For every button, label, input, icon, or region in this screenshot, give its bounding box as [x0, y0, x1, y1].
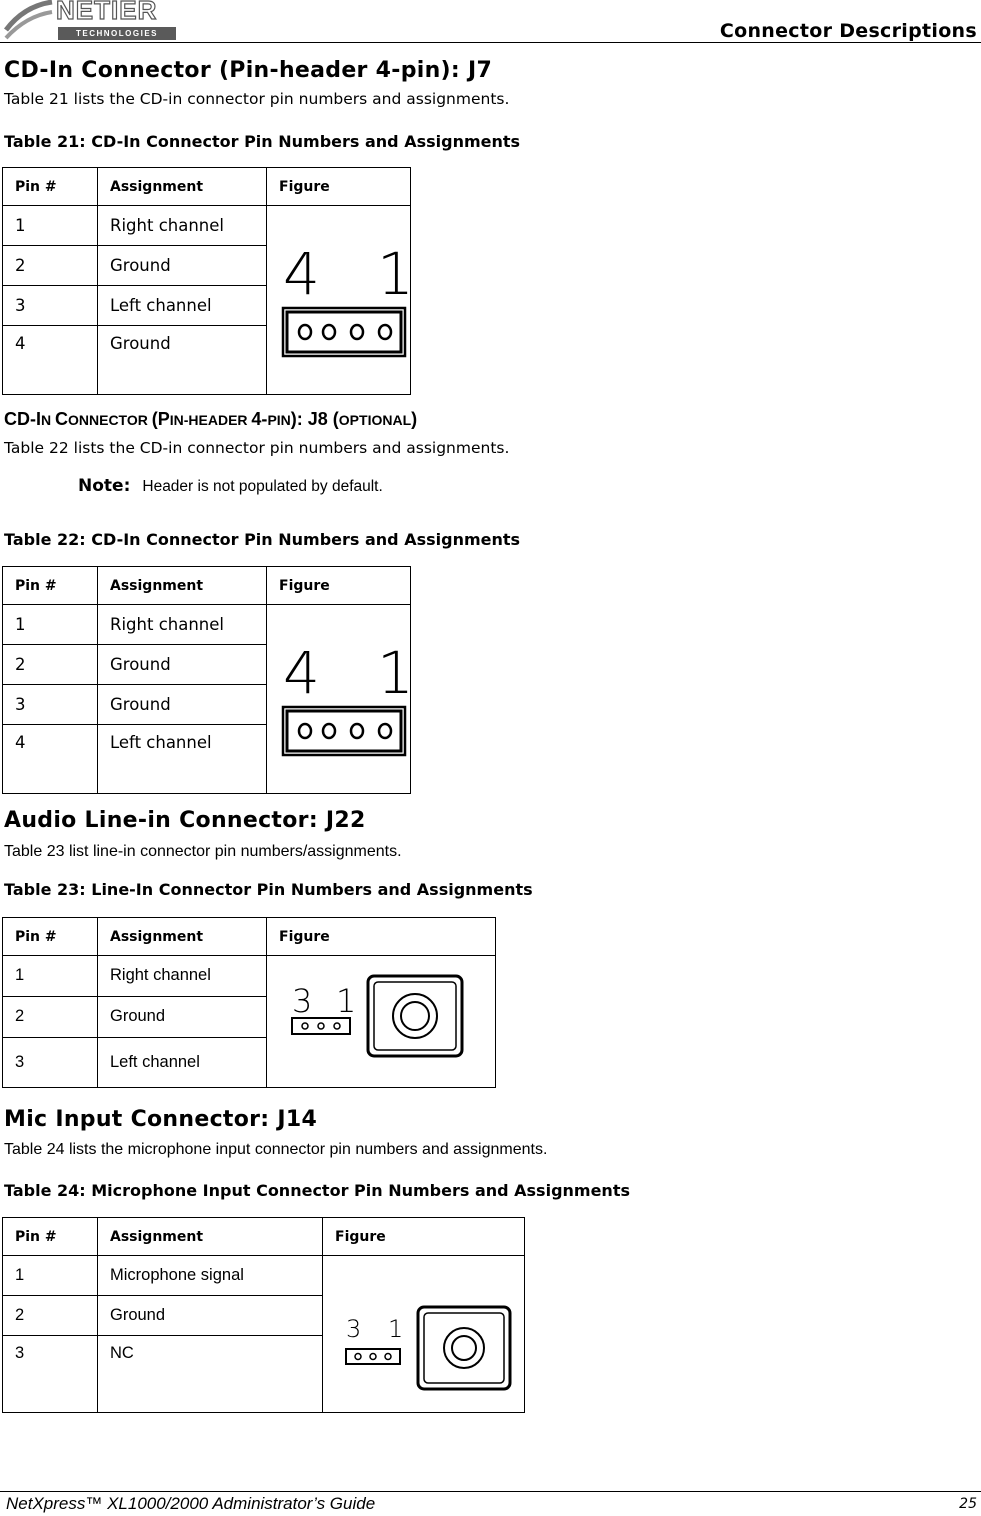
table-header-row: [3, 1218, 525, 1256]
figure-label-right: 1: [387, 1314, 403, 1343]
section-heading-j22: Audio Line-in Connector: J22: [4, 808, 366, 833]
logo-swoosh-icon: [4, 0, 54, 42]
assignment-cell: Left channel: [98, 1037, 267, 1087]
assignment-cell: Microphone signal: [98, 1256, 323, 1296]
figure-cell: [267, 206, 414, 395]
pin-cell: 3: [3, 286, 98, 326]
note-text: Header is not populated by default.: [142, 478, 383, 495]
note: [78, 476, 383, 496]
logo-subtitle: TECHNOLOGIES: [58, 27, 176, 40]
pin-table-21: [2, 167, 414, 395]
col-pin: Pin #: [3, 918, 98, 956]
table-header-row: [3, 168, 411, 206]
pin-cell: 2: [3, 645, 98, 685]
col-pin: Pin #: [3, 567, 98, 605]
table-header-row: [3, 918, 496, 956]
col-figure: Figure: [267, 168, 411, 206]
pin-cell: 1: [3, 1256, 98, 1296]
4pin-header-figure: [273, 627, 414, 767]
col-assignment: Assignment: [98, 168, 267, 206]
table-caption-22: Table 22: CD-In Connector Pin Numbers and Assignments: [4, 530, 521, 549]
pin-cell: 1: [3, 206, 98, 246]
pin-cell: 1: [3, 956, 98, 997]
figure-label-left: 4: [282, 240, 320, 308]
figure-label-left: 3: [345, 1314, 361, 1343]
line-in-jack-figure: [268, 956, 494, 1082]
section-heading-j7: CD-In Connector (Pin-header 4-pin): J7: [4, 58, 493, 83]
section-intro-j14: Table 24 lists the microphone input connector pin numbers and assignments.: [4, 1141, 548, 1158]
col-pin: Pin #: [3, 1218, 98, 1256]
col-figure: Figure: [267, 918, 496, 956]
pin-cell: 3: [3, 1037, 98, 1087]
table-header-row: [3, 567, 411, 605]
figure-cell: [267, 605, 414, 794]
assignment-cell: Ground: [98, 246, 267, 286]
footer-guide-title: NetXpress™ XL1000/2000 Administrator’s Guide: [6, 1494, 376, 1513]
assignment-cell: Ground: [98, 1296, 323, 1336]
pin-table-24: [2, 1217, 525, 1413]
pin-cell: 2: [3, 996, 98, 1037]
page-number: 25: [959, 1496, 977, 1512]
assignment-cell: Ground: [98, 685, 267, 725]
pin-cell: 4: [3, 326, 98, 395]
figure-label-left: 3: [292, 982, 313, 1020]
section-heading-j8: CD-IN CONNECTOR (PIN-HEADER 4-PIN): J8 (OPTIONAL): [4, 409, 418, 429]
assignment-cell: Ground: [98, 645, 267, 685]
figure-label-right: 1: [336, 982, 357, 1020]
pin-table-22: [2, 566, 414, 794]
col-assignment: Assignment: [98, 567, 267, 605]
assignment-cell: Right channel: [98, 206, 267, 246]
section-intro-j7: Table 21 lists the CD-in connector pin numbers and assignments.: [4, 90, 510, 108]
pin-table-23: [2, 917, 496, 1088]
page-header-title: Connector Descriptions: [719, 20, 977, 42]
assignment-cell: Left channel: [98, 286, 267, 326]
col-figure: Figure: [267, 567, 411, 605]
section-intro-j8: Table 22 lists the CD-in connector pin numbers and assignments.: [4, 439, 510, 457]
col-assignment: Assignment: [98, 1218, 323, 1256]
header-divider: [0, 42, 981, 43]
assignment-cell: Right channel: [98, 605, 267, 645]
table-caption-24: Table 24: Microphone Input Connector Pin Numbers and Assignments: [4, 1181, 630, 1200]
figure-cell: [323, 1256, 525, 1413]
assignment-cell: Left channel: [98, 725, 267, 794]
pin-cell: 2: [3, 246, 98, 286]
col-assignment: Assignment: [98, 918, 267, 956]
table-row: [3, 605, 411, 645]
pin-cell: 2: [3, 1296, 98, 1336]
section-intro-j22: Table 23 list line-in connector pin numbers/assignments.: [4, 843, 402, 860]
col-figure: Figure: [323, 1218, 525, 1256]
4pin-header-figure: [273, 228, 414, 368]
col-pin: Pin #: [3, 168, 98, 206]
assignment-cell: Ground: [98, 996, 267, 1037]
figure-label-left: 4: [282, 639, 320, 707]
pin-cell: 3: [3, 685, 98, 725]
figure-label-right: 1: [376, 639, 414, 707]
table-row: [3, 956, 496, 997]
netier-logo: [4, 0, 184, 42]
pin-cell: 1: [3, 605, 98, 645]
pin-cell: 4: [3, 725, 98, 794]
figure-label-right: 1: [376, 240, 414, 308]
note-label: Note:: [78, 476, 131, 496]
assignment-cell: NC: [98, 1336, 323, 1413]
table-caption-23: Table 23: Line-In Connector Pin Numbers and Assignments: [4, 880, 533, 899]
table-caption-21: Table 21: CD-In Connector Pin Numbers and Assignments: [4, 132, 521, 151]
footer-divider: [0, 1491, 981, 1492]
mic-jack-figure: [324, 1257, 524, 1407]
assignment-cell: Ground: [98, 326, 267, 395]
logo-word: NETIER: [56, 0, 158, 25]
pin-cell: 3: [3, 1336, 98, 1413]
table-row: [3, 206, 411, 246]
figure-cell: [267, 956, 496, 1088]
section-heading-j14: Mic Input Connector: J14: [4, 1107, 318, 1132]
assignment-cell: Right channel: [98, 956, 267, 997]
table-row: [3, 1256, 525, 1296]
